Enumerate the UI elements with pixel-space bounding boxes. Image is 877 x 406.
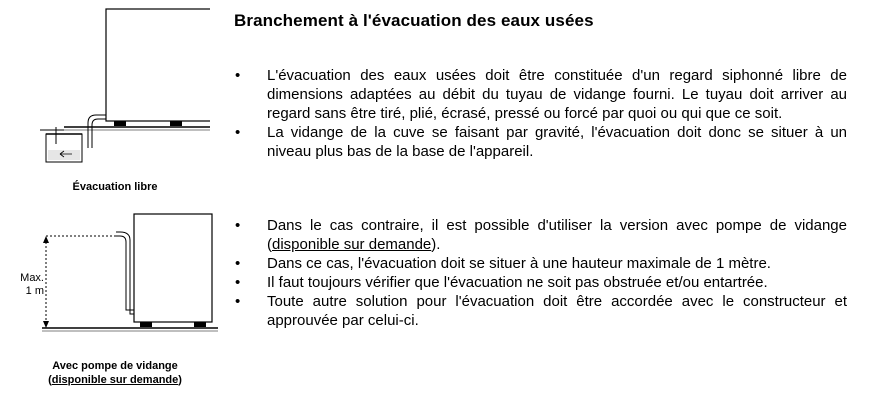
bullet-pump-availability: disponible sur demande <box>272 236 432 253</box>
pump-caption-paren-open: ( <box>48 374 52 386</box>
free-drain-diagram <box>30 8 210 178</box>
bullet-check-drain: • Il faut toujours vérifier que l'évacuation ne soit pas obstruée et/ou entartrée. <box>232 273 847 292</box>
bullet-other-solution: • Toute autre solution pour l'évacuation doit être accordée avec le constructeur et approuvée par celui-ci. <box>232 292 847 330</box>
bullet-max-height: • Dans ce cas, l'évacuation doit se situer à une hauteur maximale de 1 mètre. <box>232 254 847 273</box>
pump-drain-diagram <box>38 210 218 335</box>
section-heading: Branchement à l'évacuation des eaux usées <box>234 11 594 30</box>
pump-drain-caption <box>22 359 208 387</box>
bullet-pump-option <box>232 216 847 254</box>
max-height-label <box>10 272 44 298</box>
bullet-list-pump <box>232 216 847 330</box>
pump-caption-line2 <box>22 373 208 387</box>
pump-caption-paren-close: ) <box>178 374 182 386</box>
max-label-line1: Max. <box>20 272 44 284</box>
max-label-line2: 1 m <box>25 285 44 297</box>
bullet-pump-close: ). <box>431 236 441 253</box>
bullet-list-gravity <box>232 66 847 161</box>
bullet-pump-text: Dans le cas contraire, il est possible d'utiliser la version avec pompe de vidange ( <box>267 217 847 253</box>
pump-caption-availability: disponible sur demande <box>51 374 179 386</box>
pump-caption-line1: Avec pompe de vidange <box>52 360 178 372</box>
bullet-siphon: • L'évacuation des eaux usées doit être constituée d'un regard siphonné libre de dimensions adaptées au débit du tuyau de vidange fourni. Le tuyau doit arriver au regard sans être tiré, plié, écrasé, pressé ou forcé par quoi ou qui que ce soit. <box>232 66 847 123</box>
bullet-gravity: • La vidange de la cuve se faisant par gravité, l'évacuation doit donc se situer à un niveau plus bas de la base de l'appareil. <box>232 123 847 161</box>
free-drain-caption: Évacuation libre <box>72 181 158 193</box>
